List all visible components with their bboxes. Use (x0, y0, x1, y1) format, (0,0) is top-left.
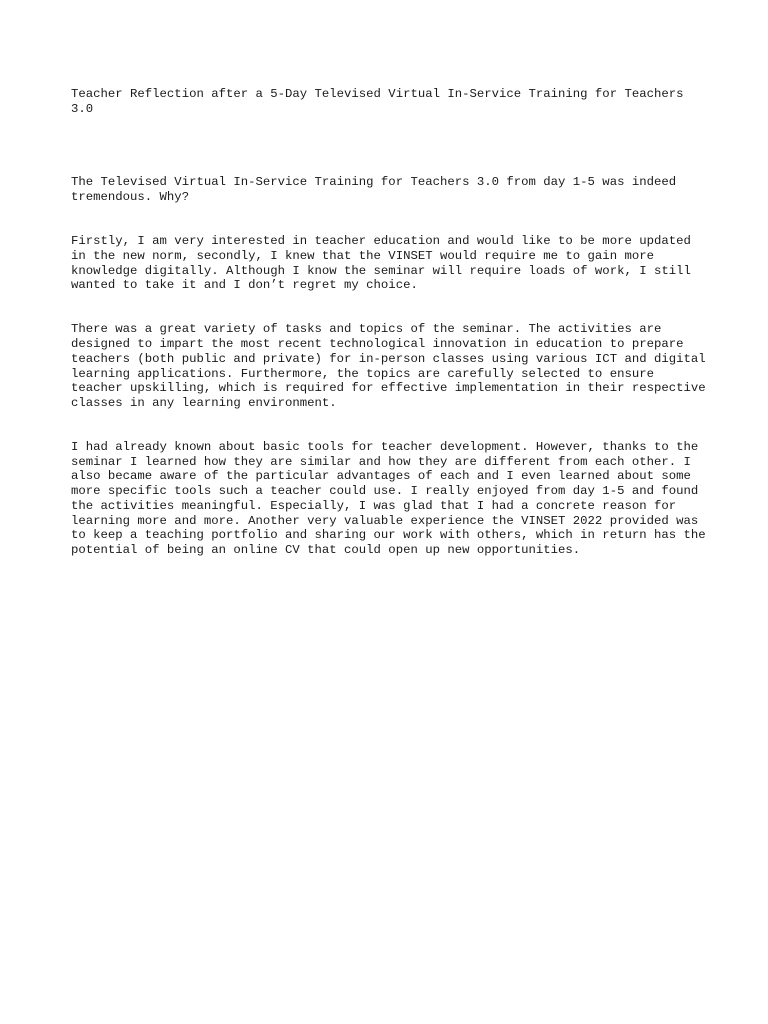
paragraph-motivation: Firstly, I am very interested in teacher education and would like to be more updated in the new norm, secondly, I knew that the VINSET would require me to gain more knowledge digitally. Although I know the seminar will require loads of work, I still wanted to take it and I don’t regret my choice. (71, 234, 699, 293)
document-body (71, 146, 714, 587)
document-title: Teacher Reflection after a 5-Day Televised Virtual In-Service Training for Teachers 3.0 (71, 87, 691, 116)
paragraph-tasks: There was a great variety of tasks and topics of the seminar. The activities are designed to impart the most recent technological innovation in education to prepare teachers (both public and private) for in-person classes using various ICT and digital learning applications. Furthermore, the topics are carefully selected to ensure teacher upskilling, which is required for effective implementation in their respective classes in any learning environment. (71, 322, 714, 410)
paragraph-intro: The Televised Virtual In-Service Training for Teachers 3.0 from day 1-5 was indeed tremendous. Why? (71, 175, 684, 205)
paragraph-learning: I had already known about basic tools for teacher development. However, thanks to the seminar I learned how they are similar and how they are different from each other. I also became aware of the particular advantages of each and I even learned about some more specific tools such a teacher could use. I really enjoyed from day 1-5 and found the activities meaningful. Especially, I was glad that I had a concrete reason for learning more and more. Another very valuable experience the VINSET 2022 provided was to keep a teaching portfolio and sharing our work with others, which in return has the potential of being an online CV that could open up new opportunities. (71, 440, 714, 557)
